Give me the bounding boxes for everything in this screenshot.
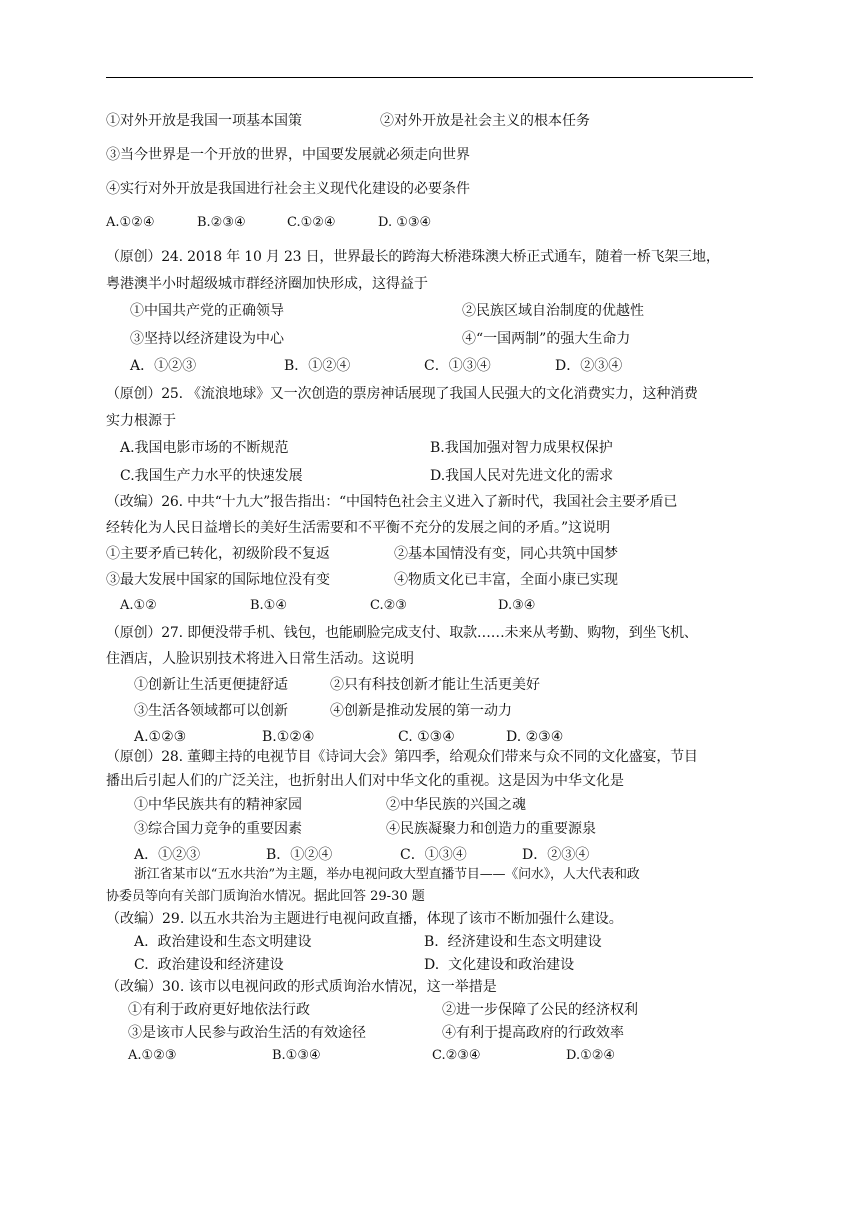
q23-choice-c: C.①②④ (287, 215, 336, 230)
q28-option-1: ①中华民族共有的精神家园 (134, 797, 302, 813)
q30-option-4: ④有利于提高政府的行政效率 (442, 1025, 624, 1041)
q24-stem-line-1: （原创）24. 2018 年 10 月 23 日，世界最长的跨海大桥港珠澳大桥正式通车，随着一桥飞架三地， (106, 249, 720, 265)
q24-choice-d: D．②③④ (555, 358, 623, 374)
q28-choice-a: A．①②③ (134, 847, 201, 863)
q23-choice-b: B.②③④ (197, 215, 246, 230)
q24-option-1: ①中国共产党的正确领导 (130, 303, 284, 319)
material-line-1: 浙江省某市以“五水共治”为主题，举办电视问政大型直播节目——《问水》，人大代表和政 (134, 867, 640, 882)
q27-choice-b: B.①②④ (262, 729, 315, 745)
q27-stem-line-1: （原创）27. 即便没带手机、钱包，也能刷脸完成支付、取款……未来从考勤、购物，到坐飞机、 (106, 625, 698, 641)
q28-choice-b: B．①②④ (266, 847, 333, 863)
q25-option-d: D.我国人民对先进文化的需求 (430, 468, 614, 484)
q30-stem: （改编）30. 该市以电视问政的形式质询治水情况，这一举措是 (106, 979, 497, 995)
q26-choice-c: C.②③ (370, 598, 407, 613)
q26-option-1: ①主要矛盾已转化，初级阶段不复返 (106, 546, 330, 562)
q27-option-1: ①创新让生活更便捷舒适 (134, 677, 288, 693)
q24-choice-b: B．①②④ (284, 358, 351, 374)
q30-option-3: ③是该市人民参与政治生活的有效途径 (128, 1025, 366, 1041)
q29-option-b: B. 经济建设和生态文明建设 (424, 934, 602, 950)
q28-stem-line-1: （原创）28. 董卿主持的电视节目《诗词大会》第四季，给观众们带来与众不同的文化盛宴，节目 (106, 749, 698, 765)
q23-option-3: ③当今世界是一个开放的世界，中国要发展就必须走向世界 (106, 147, 470, 163)
q25-stem-line-1: （原创）25. 《流浪地球》又一次创造的票房神话展现了我国人民强大的文化消费实力，这种消费 (106, 386, 698, 402)
q26-option-4: ④物质文化已丰富，全面小康已实现 (394, 572, 618, 588)
q30-choice-b: B.①③④ (272, 1048, 321, 1063)
q27-choice-c: C. ①③④ (398, 729, 455, 745)
q28-option-2: ②中华民族的兴国之魂 (386, 797, 526, 813)
q28-choice-c: C．①③④ (400, 847, 467, 863)
q23-choice-a: A.①②④ (106, 215, 155, 230)
q27-option-3: ③生活各领域都可以创新 (134, 703, 288, 719)
q27-choice-d: D. ②③④ (506, 729, 564, 745)
q26-option-2: ②基本国情没有变，同心共筑中国梦 (394, 546, 618, 562)
q25-option-b: B.我国加强对智力成果权保护 (430, 440, 613, 456)
q30-option-1: ①有利于政府更好地依法行政 (128, 1002, 310, 1018)
q25-option-c: C.我国生产力水平的快速发展 (120, 468, 303, 484)
q26-stem-line-1: （改编）26. 中共“十九大”报告指出：“中国特色社会主义进入了新时代，我国社会主要矛盾已 (106, 494, 678, 510)
q28-stem-line-2: 播出后引起人们的广泛关注，也折射出人们对中华文化的重视。这是因为中华文化是 (106, 773, 624, 789)
q23-option-1: ①对外开放是我国一项基本国策 (106, 113, 302, 129)
material-line-2: 协委员等向有关部门质询治水情况。据此回答 29-30 题 (106, 889, 425, 904)
q23-choice-d: D. ①③④ (378, 215, 432, 230)
header-rule (106, 77, 753, 78)
q29-option-a: A. 政治建设和生态文明建设 (134, 934, 312, 950)
q24-choice-a: A．①②③ (130, 358, 197, 374)
q26-stem-line-2: 经转化为人民日益增长的美好生活需要和不平衡不充分的发展之间的矛盾。”这说明 (106, 520, 611, 536)
q27-option-2: ②只有科技创新才能让生活更美好 (330, 677, 540, 693)
q26-choice-b: B.①④ (250, 598, 287, 613)
q25-stem-line-2: 实力根源于 (106, 413, 176, 429)
q25-option-a: A.我国电影市场的不断规范 (120, 440, 289, 456)
q23-option-2: ②对外开放是社会主义的根本任务 (380, 113, 590, 129)
q26-option-3: ③最大发展中国家的国际地位没有变 (106, 572, 330, 588)
q30-choice-d: D.①②④ (566, 1048, 616, 1063)
q23-option-4: ④实行对外开放是我国进行社会主义现代化建设的必要条件 (106, 181, 470, 197)
q26-choice-a: A.①② (120, 598, 157, 613)
q30-choice-a: A.①②③ (128, 1048, 177, 1063)
q24-option-4: ④“一国两制”的强大生命力 (462, 331, 631, 347)
q28-option-4: ④民族凝聚力和创造力的重要源泉 (386, 821, 596, 837)
q27-stem-line-2: 住酒店，人脸识别技术将进入日常生活动。这说明 (106, 651, 414, 667)
q24-option-2: ②民族区域自治制度的优越性 (462, 303, 644, 319)
q24-stem-line-2: 粤港澳半小时超级城市群经济圈加快形成，这得益于 (106, 276, 428, 292)
q28-option-3: ③综合国力竞争的重要因素 (134, 821, 302, 837)
q27-option-4: ④创新是推动发展的第一动力 (330, 703, 512, 719)
q24-choice-c: C．①③④ (424, 358, 491, 374)
q30-choice-c: C.②③④ (432, 1048, 481, 1063)
q28-choice-d: D．②③④ (522, 847, 590, 863)
q26-choice-d: D.③④ (498, 598, 536, 613)
q27-choice-a: A.①②③ (134, 729, 187, 745)
q24-option-3: ③坚持以经济建设为中心 (130, 331, 284, 347)
q30-option-2: ②进一步保障了公民的经济权利 (442, 1002, 638, 1018)
q29-option-d: D. 文化建设和政治建设 (424, 957, 575, 973)
q29-option-c: C. 政治建设和经济建设 (134, 957, 284, 973)
q29-stem: （改编）29. 以五水共治为主题进行电视问政直播，体现了该市不断加强什么建设。 (106, 911, 623, 927)
